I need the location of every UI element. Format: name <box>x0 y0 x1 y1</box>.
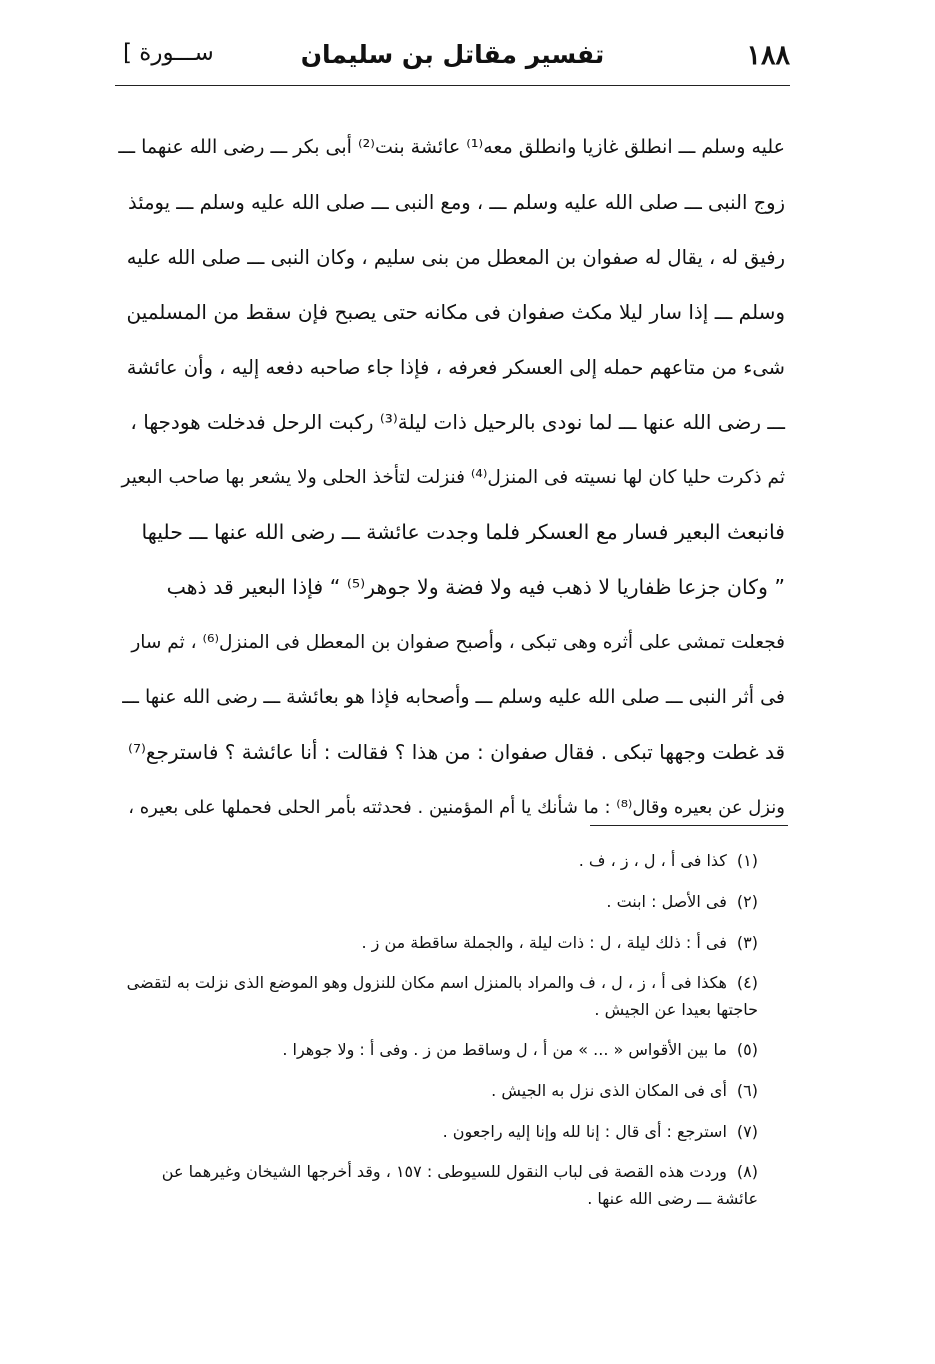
footnote-number: (٣) <box>736 933 758 952</box>
footnote-number: (٥) <box>736 1040 758 1059</box>
footnote-separator <box>590 825 788 826</box>
footnote-text: ما بين الأقواس « ... » من أ ، ل وساقط من ز . وفى أ : ولا جوهرا . <box>282 1040 727 1059</box>
text-line: شىء من متاعهم حمله إلى العسكر فعرفه ، فإذا جاء صاحبه دفعه إليه ، وأن عائشة <box>126 356 785 379</box>
footnote-text: وردت هذه القصة فى لباب النقول للسيوطى : ١٥٧ ، وقد أخرجها الشيخان وغيرهما عن عائشة ـــ رضى الله عنها . <box>161 1162 758 1208</box>
text-line: رفيق له ، يقال له صفوان بن المعطل من بنى سليم ، وكان النبى ـــ صلى الله عليه <box>126 246 785 269</box>
page-header <box>115 30 790 86</box>
text-line: ” وكان جزعا ظفاريا لا ذهب فيه ولا فضة ولا جوهر⁽⁵⁾ “ فإذا البعير قد ذهب <box>166 575 785 599</box>
footnote <box>118 1111 758 1152</box>
text-line: فجعلت تمشى على أثره وهى تبكى ، وأصبح صفوان بن المعطل فى المنزل⁽⁶⁾ ، ثم سار <box>131 632 785 653</box>
footnote-text: استرجع : أى قال : إنا لله وإنا إليه راجعون . <box>442 1122 727 1141</box>
text-line: ـــ رضى الله عنها ـــ لما نودى بالرحيل ذات ليلة⁽³⁾ ركبت الرحل فدخلت هودجها ، <box>130 410 785 434</box>
text-line: قد غطت وجهها تبكى . فقال صفوان : من هذا ؟ فقالت : أنا عائشة ؟ فاسترجع⁽⁷⁾ <box>128 740 785 764</box>
footnote-number: (٤) <box>736 973 758 992</box>
text-line: فانبعث البعير فسار مع العسكر فلما وجدت عائشة ـــ رضى الله عنها ـــ حليها <box>141 520 785 544</box>
footnote-text: فى أ : ذلك ليلة ، ل : ذات ليلة ، والجملة ساقطة من ز . <box>361 933 727 952</box>
text-line: عليه وسلم ـــ انطلق غازيا وانطلق معه⁽¹⁾ عائشة بنت⁽²⁾ أبى بكر ـــ رضى الله عنهما ـــ <box>118 136 785 158</box>
text-line: وسلم ـــ إذا سار ليلا مكث صفوان فى مكانه حتى يصبح فإن سقط من المسلمين <box>126 300 785 324</box>
footnote-text: كذا فى أ ، ل ، ز ، ف . <box>578 851 727 870</box>
footnote <box>118 922 758 963</box>
footnote-number: (٨) <box>736 1162 758 1181</box>
footnote <box>118 1152 758 1218</box>
surah-label: [ ســـورة <box>123 40 214 66</box>
text-line: فى أثر النبى ـــ صلى الله عليه وسلم ـــ وأصحابه فإذا هو بعائشة ـــ رضى الله عنها ـــ <box>122 686 785 708</box>
footnotes <box>118 840 758 1218</box>
footnote-number: (٧) <box>736 1122 758 1141</box>
text-line: زوج النبى ـــ صلى الله عليه وسلم ـــ ، ومع النبى ـــ صلى الله عليه وسلم ـــ يومئذ <box>127 191 785 214</box>
text-line: ثم ذكرت حليا كان لها نسيته فى المنزل⁽⁴⁾ فنزلت لتأخذ الحلى ولا يشعر بها صاحب البعير <box>121 467 785 488</box>
book-title: تفسير مقاتل بن سليمان <box>300 40 605 69</box>
header-rule <box>115 85 790 86</box>
footnote-number: (٢) <box>736 892 758 911</box>
text-line: ونزل عن بعيره وقال⁽⁸⁾ : ما شأنك يا أم المؤمنين . فحدثته بأمر الحلى فحملها على بعيره ، <box>128 797 785 818</box>
footnote <box>118 1070 758 1111</box>
footnote-number: (٦) <box>736 1081 758 1100</box>
footnote-text: فى الأصل : ابنت . <box>606 892 727 911</box>
footnote-text: هكذا فى أ ، ز ، ل ، ف والمراد بالمنزل اسم مكان للنزول وهو الموضع الذى نزلت به لتقضى حاجتها بعيدا عن الجيش . <box>126 973 758 1019</box>
footnote <box>118 881 758 922</box>
footnote <box>118 840 758 881</box>
footnote <box>118 963 758 1029</box>
footnote <box>118 1029 758 1070</box>
main-text <box>118 120 785 835</box>
page-number: ١٨٨ <box>746 40 790 71</box>
footnote-number: (١) <box>736 851 758 870</box>
footnote-text: أى فى المكان الذى نزل به الجيش . <box>491 1081 727 1100</box>
